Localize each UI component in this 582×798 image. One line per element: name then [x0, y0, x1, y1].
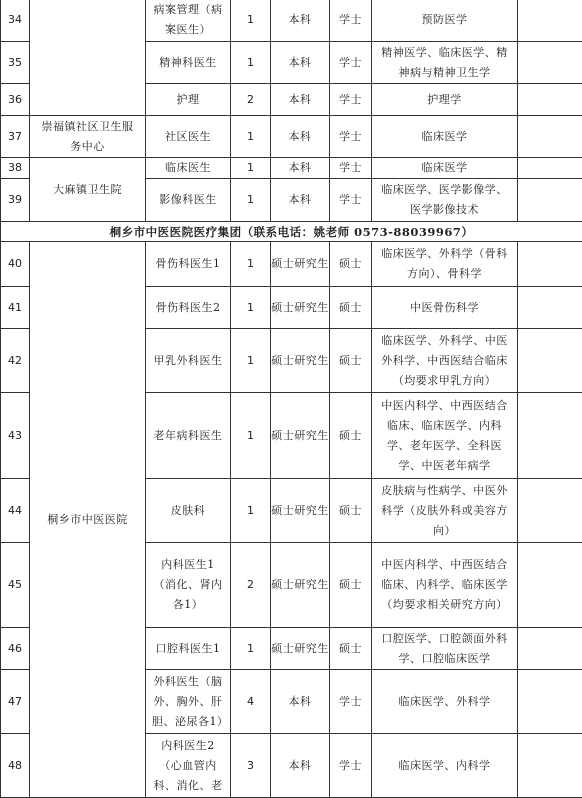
- row-number: 48: [1, 734, 30, 798]
- institution-cell: [30, 0, 146, 116]
- education-cell: 本科: [271, 734, 330, 798]
- table-row: [1, 116, 582, 158]
- row-number: 42: [1, 329, 30, 393]
- education-cell: 本科: [271, 0, 330, 42]
- education-cell: 硕士研究生: [271, 329, 330, 393]
- row-number: 40: [1, 242, 30, 287]
- education-cell: 硕士研究生: [271, 628, 330, 670]
- position-cell: 甲乳外科医生: [146, 329, 231, 393]
- degree-cell: 硕士: [330, 543, 372, 628]
- degree-cell: 硕士: [330, 242, 372, 287]
- count-cell: 1: [231, 479, 271, 543]
- row-number: 35: [1, 42, 30, 84]
- position-cell: 皮肤科: [146, 479, 231, 543]
- row-number: 45: [1, 543, 30, 628]
- position-cell: 临床医生: [146, 158, 231, 179]
- degree-cell: 学士: [330, 158, 372, 179]
- education-cell: 本科: [271, 670, 330, 734]
- row-number: 36: [1, 84, 30, 116]
- institution-cell: 桐乡市中医医院: [30, 242, 146, 798]
- position-cell: 口腔科医生1: [146, 628, 231, 670]
- section-title: 桐乡市中医医院医疗集团（联系电话：姚老师 0573-88039967）: [1, 222, 582, 242]
- position-cell: 骨伤科医生2: [146, 287, 231, 329]
- count-cell: 2: [231, 84, 271, 116]
- remark-cell: [518, 116, 582, 158]
- row-number: 43: [1, 393, 30, 479]
- section-header-row: [1, 222, 582, 242]
- row-number: 46: [1, 628, 30, 670]
- row-number: 38: [1, 158, 30, 179]
- major-cell: 护理学: [372, 84, 518, 116]
- count-cell: 1: [231, 116, 271, 158]
- institution-cell: 大麻镇卫生院: [30, 158, 146, 222]
- education-cell: 本科: [271, 116, 330, 158]
- degree-cell: 硕士: [330, 628, 372, 670]
- position-cell: 内科医生2（心血管内科、消化、老: [146, 734, 231, 798]
- education-cell: 硕士研究生: [271, 393, 330, 479]
- count-cell: 1: [231, 287, 271, 329]
- degree-cell: 学士: [330, 179, 372, 222]
- major-cell: 预防医学: [372, 0, 518, 42]
- major-cell: 临床医学、医学影像学、医学影像技术: [372, 179, 518, 222]
- degree-cell: 硕士: [330, 479, 372, 543]
- institution-cell: 崇福镇社区卫生服务中心: [30, 116, 146, 158]
- remark-cell: [518, 393, 582, 479]
- degree-cell: 学士: [330, 0, 372, 42]
- degree-cell: 学士: [330, 734, 372, 798]
- education-cell: 硕士研究生: [271, 242, 330, 287]
- count-cell: 1: [231, 628, 271, 670]
- row-number: 34: [1, 0, 30, 42]
- degree-cell: 学士: [330, 84, 372, 116]
- remark-cell: [518, 628, 582, 670]
- degree-cell: 硕士: [330, 287, 372, 329]
- major-cell: 临床医学: [372, 116, 518, 158]
- remark-cell: [518, 543, 582, 628]
- remark-cell: [518, 670, 582, 734]
- count-cell: 1: [231, 393, 271, 479]
- count-cell: 2: [231, 543, 271, 628]
- table-row: [1, 158, 582, 179]
- row-number: 47: [1, 670, 30, 734]
- education-cell: 硕士研究生: [271, 479, 330, 543]
- major-cell: 临床医学、外科学: [372, 670, 518, 734]
- degree-cell: 学士: [330, 42, 372, 84]
- row-number: 44: [1, 479, 30, 543]
- remark-cell: [518, 158, 582, 179]
- count-cell: 1: [231, 158, 271, 179]
- count-cell: 3: [231, 734, 271, 798]
- row-number: 37: [1, 116, 30, 158]
- degree-cell: 硕士: [330, 329, 372, 393]
- row-number: 39: [1, 179, 30, 222]
- remark-cell: [518, 42, 582, 84]
- degree-cell: 硕士: [330, 393, 372, 479]
- position-cell: 外科医生（脑外、胸外、肝胆、泌尿各1）: [146, 670, 231, 734]
- position-cell: 精神科医生: [146, 42, 231, 84]
- major-cell: 中医内科学、中西医结合临床、临床医学、内科学、老年医学、全科医学、中医老年病学: [372, 393, 518, 479]
- count-cell: 1: [231, 242, 271, 287]
- major-cell: 口腔医学、口腔颌面外科学、口腔临床医学: [372, 628, 518, 670]
- remark-cell: [518, 84, 582, 116]
- major-cell: 中医内科学、中西医结合临床、内科学、临床医学（均要求相关研究方向）: [372, 543, 518, 628]
- education-cell: 本科: [271, 158, 330, 179]
- education-cell: 本科: [271, 84, 330, 116]
- position-cell: 内科医生1（消化、肾内各1）: [146, 543, 231, 628]
- position-cell: 骨伤科医生1: [146, 242, 231, 287]
- remark-cell: [518, 287, 582, 329]
- education-cell: 硕士研究生: [271, 287, 330, 329]
- major-cell: 临床医学、内科学: [372, 734, 518, 798]
- count-cell: 1: [231, 329, 271, 393]
- remark-cell: [518, 329, 582, 393]
- education-cell: 本科: [271, 179, 330, 222]
- count-cell: 4: [231, 670, 271, 734]
- row-number: 41: [1, 287, 30, 329]
- major-cell: 临床医学: [372, 158, 518, 179]
- count-cell: 1: [231, 179, 271, 222]
- major-cell: 中医骨伤科学: [372, 287, 518, 329]
- position-cell: 社区医生: [146, 116, 231, 158]
- education-cell: 硕士研究生: [271, 543, 330, 628]
- position-cell: 护理: [146, 84, 231, 116]
- degree-cell: 学士: [330, 116, 372, 158]
- table-row: [1, 242, 582, 287]
- count-cell: 1: [231, 0, 271, 42]
- remark-cell: [518, 734, 582, 798]
- major-cell: 临床医学、外科学、中医外科学、中西医结合临床（均要求甲乳方向）: [372, 329, 518, 393]
- remark-cell: [518, 242, 582, 287]
- major-cell: 临床医学、外科学（骨科方向）、骨科学: [372, 242, 518, 287]
- position-cell: 老年病科医生: [146, 393, 231, 479]
- remark-cell: [518, 479, 582, 543]
- education-cell: 本科: [271, 42, 330, 84]
- table-row: [1, 0, 582, 42]
- degree-cell: 学士: [330, 670, 372, 734]
- position-cell: 影像科医生: [146, 179, 231, 222]
- major-cell: 皮肤病与性病学、中医外科学（皮肤外科或美容方向）: [372, 479, 518, 543]
- major-cell: 精神医学、临床医学、精神病与精神卫生学: [372, 42, 518, 84]
- count-cell: 1: [231, 42, 271, 84]
- remark-cell: [518, 179, 582, 222]
- remark-cell: [518, 0, 582, 42]
- position-cell: 病案管理（病案医生）: [146, 0, 231, 42]
